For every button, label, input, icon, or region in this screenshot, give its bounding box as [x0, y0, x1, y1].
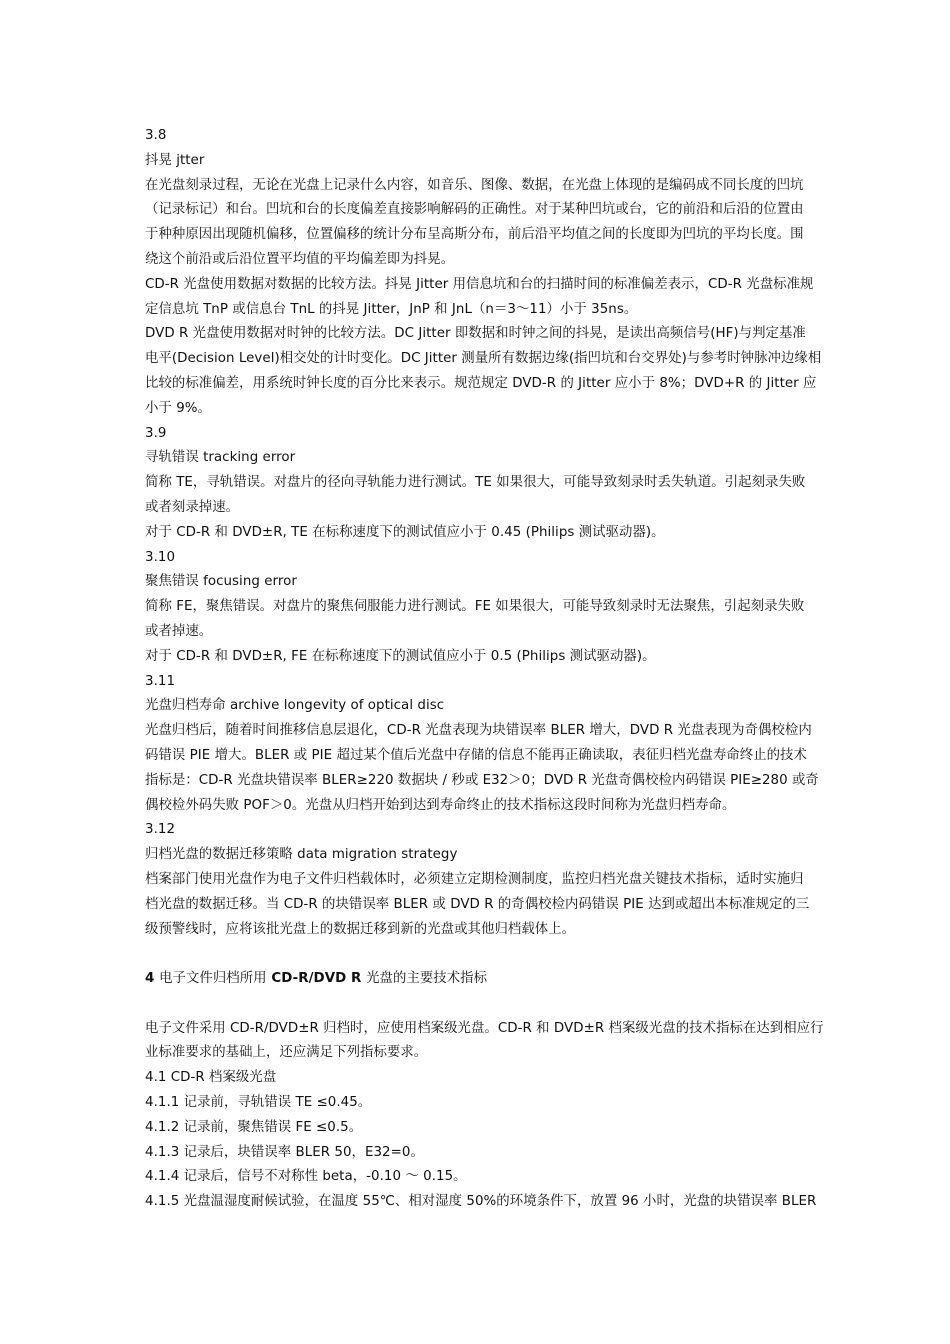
- text-line: 3.11: [145, 673, 176, 689]
- text-line: 档案部门使用光盘作为电子文件归档载体时，必须建立定期检测制度，监控归档光盘关键技术指标，适时实施归: [145, 871, 804, 887]
- text-line: 4.1.3 记录后，块错误率 BLER 50，E32=0。: [145, 1144, 424, 1160]
- text-line: 或者刻录掉速。: [145, 499, 240, 515]
- text-line: 指标是：CD-R 光盘块错误率 BLER≥220 数据块 / 秒或 E32＞0；DVD R 光盘奇偶校检内码错误 PIE≥280 或奇: [145, 772, 819, 788]
- text-line: 4.1.4 记录后，信号不对称性 beta，-0.10 ～ 0.15。: [145, 1169, 467, 1185]
- text-line: 偶校检外码失败 POF＞0。光盘从归档开始到达到寿命终止的技术指标这段时间称为光盘归档寿命。: [145, 797, 736, 813]
- text-line: 小于 9%。: [145, 400, 211, 416]
- text-line: 3.9: [145, 425, 167, 441]
- text-line: 简称 TE，寻轨错误。对盘片的径向寻轨能力进行测试。TE 如果很大，可能导致刻录时丢失轨道。引起刻录失败: [145, 475, 806, 491]
- text-line: 档光盘的数据迁移。当 CD-R 的块错误率 BLER 或 DVD R 的奇偶校检内码错误 PIE 达到或超出本标准规定的三: [145, 896, 810, 912]
- text-line: 4.1.1 记录前，寻轨错误 TE ≤0.45。: [145, 1095, 372, 1111]
- text-line: 4.1 CD-R 档案级光盘: [145, 1070, 277, 1086]
- text-line: （记录标记）和台。凹坑和台的长度偏差直接影响解码的正确性。对于某种凹坑或台，它的前沿和后沿的位置由: [145, 202, 804, 218]
- text-line: DVD R 光盘使用数据对时钟的比较方法。DC Jitter 即数据和时钟之间的抖晃，是读出高频信号(HF)与判定基准: [145, 326, 806, 342]
- text-line: 比较的标准偏差，用系统时钟长度的百分比来表示。规范规定 DVD-R 的 Jitter 应小于 8%；DVD+R 的 Jitter 应: [145, 375, 817, 391]
- text-line: CD-R 光盘使用数据对数据的比较方法。抖晃 Jitter 用信息坑和台的扫描时间的标准偏差表示，CD-R 光盘标准规: [145, 276, 814, 292]
- text-line: 电平(Decision Level)相交处的计时变化。DC Jitter 测量所有数据边缘(指凹坑和台交界处)与参考时钟脉冲边缘相: [145, 351, 822, 367]
- text-line: 对于 CD-R 和 DVD±R, TE 在标称速度下的测试值应小于 0.45 (Philips 测试驱动器)。: [145, 524, 665, 540]
- text-line: 4.1.5 光盘温湿度耐候试验，在温度 55℃、相对湿度 50%的环境条件下，放置 96 小时，光盘的块错误率 BLER: [145, 1194, 817, 1210]
- text-line: 寻轨错误 tracking error: [145, 450, 296, 466]
- text-line: 码错误 PIE 增大。BLER 或 PIE 超过某个值后光盘中存储的信息不能再正确读取，表征归档光盘寿命终止的技术: [145, 747, 807, 763]
- section-gap: [145, 992, 850, 1017]
- text-line: 4.1.2 记录前，聚焦错误 FE ≤0.5。: [145, 1119, 363, 1135]
- text-line: 业标准要求的基础上，还应满足下列指标要求。: [145, 1045, 428, 1061]
- text-line: 级预警线时，应将该批光盘上的数据迁移到新的光盘或其他归档载体上。: [145, 921, 576, 937]
- section-4-heading: [145, 967, 850, 992]
- text-line: 绕这个前沿或后沿位置平均值的平均偏差即为抖晃。: [145, 251, 455, 267]
- text-line: 电子文件采用 CD-R/DVD±R 归档时，应使用档案级光盘。CD-R 和 DVD±R 档案级光盘的技术指标在达到相应行: [145, 1020, 824, 1036]
- text-line: 定信息坑 TnP 或信息台 TnL 的抖晃 Jitter，JnP 和 JnL（n＝3～11）小于 35ns。: [145, 301, 638, 317]
- section-4-body: [145, 1017, 850, 1215]
- text-line: 光盘归档寿命 archive longevity of optical disc: [145, 698, 445, 714]
- text-line: 3.10: [145, 549, 176, 565]
- text-line: 于种种原因出现随机偏移，位置偏移的统计分布呈高斯分布，前后沿平均值之间的长度即为凹坑的平均长度。围: [145, 227, 804, 243]
- text-line: 简称 FE，聚焦错误。对盘片的聚焦伺服能力进行测试。FE 如果很大，可能导致刻录时无法聚焦，引起刻录失败: [145, 599, 805, 615]
- document-page: [145, 124, 850, 1215]
- text-line: 抖晃 jtter: [145, 152, 205, 168]
- text-line: 聚焦错误 focusing error: [145, 574, 297, 590]
- text-line: 在光盘刻录过程，无论在光盘上记录什么内容，如音乐、图像、数据，在光盘上体现的是编码成不同长度的凹坑: [145, 177, 804, 193]
- section-4-number: 4: [145, 971, 155, 987]
- text-line: 或者掉速。: [145, 623, 213, 639]
- text-line: 归档光盘的数据迁移策略 data migration strategy: [145, 847, 458, 863]
- section-4-title-post: 光盘的主要技术指标: [366, 971, 488, 987]
- text-line: 对于 CD-R 和 DVD±R, FE 在标称速度下的测试值应小于 0.5 (Philips 测试驱动器)。: [145, 648, 656, 664]
- text-line: 3.12: [145, 822, 176, 838]
- text-line: 光盘归档后，随着时间推移信息层退化，CD-R 光盘表现为块错误率 BLER 增大，DVD R 光盘表现为奇偶校检内: [145, 723, 812, 739]
- section-gap: [145, 942, 850, 967]
- document-body: [145, 124, 850, 942]
- section-4-title-pre: 电子文件归档所用: [159, 971, 267, 987]
- section-4-title-bold: CD-R/DVD R: [271, 971, 362, 987]
- text-line: 3.8: [145, 128, 167, 143]
